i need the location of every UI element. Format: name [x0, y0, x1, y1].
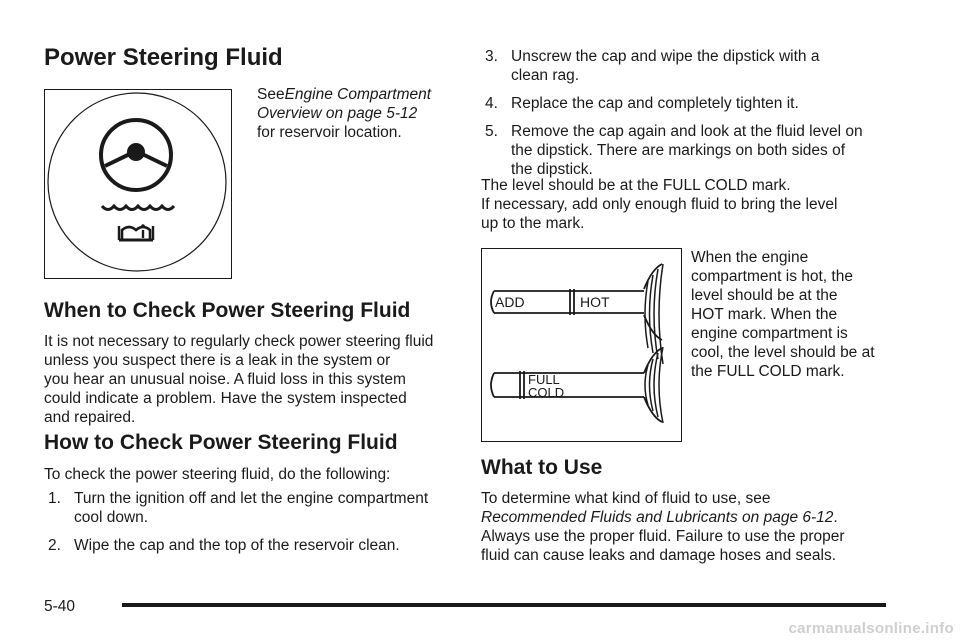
cold-mark-label: COLD: [528, 385, 565, 400]
list-item: 1. Turn the ignition off and let the engine compartment cool down.: [48, 490, 429, 526]
hot-mark-label: HOT: [580, 294, 610, 310]
list-item: 5. Remove the cap again and look at the fluid level on the dipstick. There are markings on both sides of the dipstick.: [485, 123, 863, 178]
hot-level-paragraph: When the engine compartment is hot, the level should be at the HOT mark. When the engine compartment is cool, the level should be at the FULL COLD mark.: [691, 249, 875, 380]
manual-info-icon: [119, 224, 153, 240]
steering-wheel-icon: [45, 90, 230, 277]
recommended-fluids-link[interactable]: Recommended Fluids and Lubricants on page 6-12: [481, 509, 834, 526]
steps-list-right: [485, 47, 905, 188]
what-to-use-heading: What to Use: [481, 456, 603, 479]
when-to-check-body: It is not necessary to regularly check power steering fluid unless you suspect there is a leak in the system or you hear an unusual noise. A fluid loss in this system could indicate a problem. Have the system inspected and repaired.: [44, 333, 434, 426]
page-title: Power Steering Fluid: [44, 44, 283, 71]
steps-list-left: [48, 489, 458, 564]
full-mark-label: FULL: [528, 372, 560, 387]
site-watermark: carmanualsonline.info: [788, 620, 954, 637]
footer-rule: [122, 603, 886, 607]
how-to-check-intro: To check the power steering fluid, do the following:: [44, 466, 391, 483]
engine-compartment-link[interactable]: Engine Compartment: [284, 86, 432, 103]
dipstick-figure: [481, 248, 682, 442]
add-mark-label: ADD: [495, 294, 525, 310]
how-to-check-heading: How to Check Power Steering Fluid: [44, 431, 398, 454]
power-steering-symbol-figure: [44, 89, 232, 279]
list-item: 3. Unscrew the cap and wipe the dipstick with a clean rag.: [485, 48, 820, 84]
page-number: 5-40: [44, 598, 76, 615]
overview-page-link[interactable]: Overview on page 5-12: [257, 105, 418, 122]
what-to-use-body: To determine what kind of fluid to use, see Recommended Fluids and Lubricants on page 6-12. Always use the proper fluid. Failure to use the proper fluid can cause leaks and damage hoses and seals.: [481, 490, 845, 564]
list-item: 2. Wipe the cap and the top of the reservoir clean.: [48, 537, 400, 554]
when-to-check-heading: When to Check Power Steering Fluid: [44, 299, 411, 322]
dipstick-illustration: [482, 249, 680, 440]
level-paragraph: The level should be at the FULL COLD mark. If necessary, add only enough fluid to bring the level up to the mark.: [481, 177, 838, 232]
see-reference: SeeEngine Compartment Overview on page 5-12 for reservoir location.: [257, 86, 432, 141]
list-item: 4. Replace the cap and completely tighten it.: [485, 95, 799, 112]
